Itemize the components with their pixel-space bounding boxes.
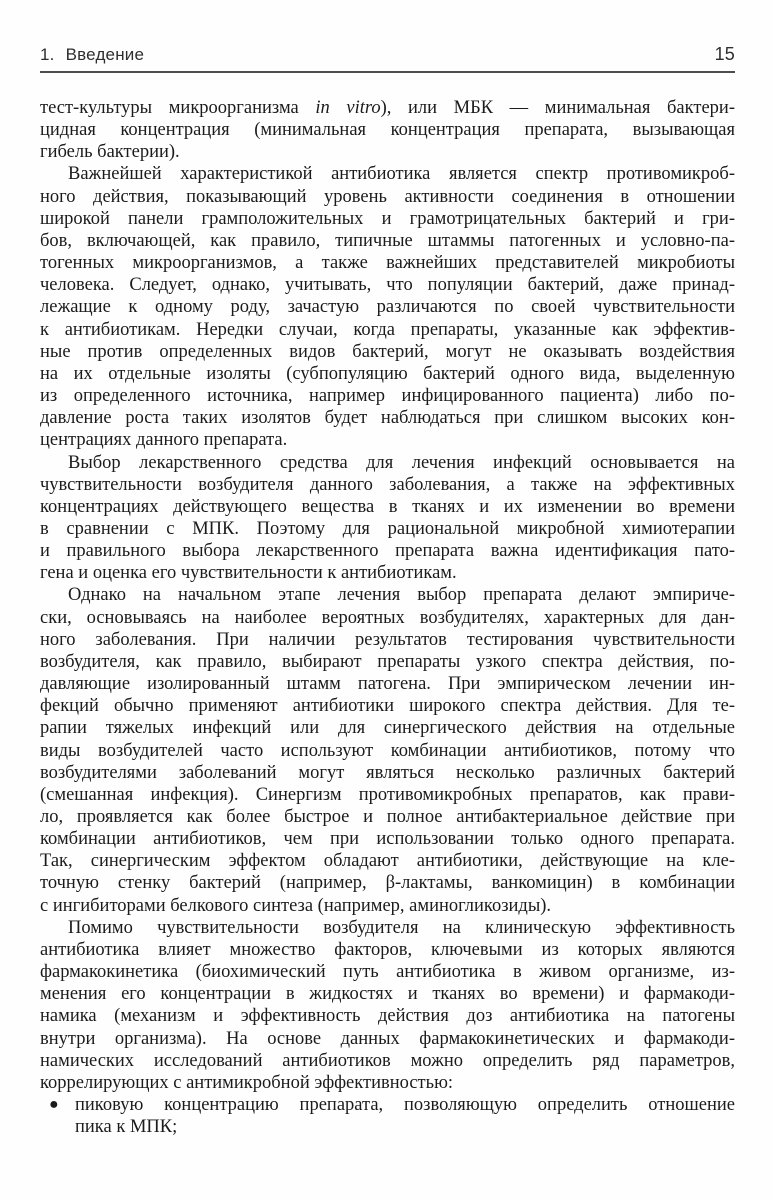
text-line: концентрациях действующего вещества в тканях и их изменении во времени: [40, 496, 735, 517]
text-line: фекций обычно применяют антибиотики широкого спектра действия. Для те-: [40, 696, 735, 717]
text-line: бов, включающей, как правило, типичные штаммы патогенных и условно-па-: [40, 230, 735, 251]
paragraph: [40, 452, 735, 585]
page-number: 15: [714, 44, 735, 64]
text-line: комбинации антибиотиков, чем при использовании только одного препарата.: [40, 829, 735, 850]
text-line: пиковую концентрацию препарата, позволяющую определить отношение: [75, 1095, 735, 1116]
chapter-number: 1.: [40, 45, 55, 64]
text-line: [40, 97, 735, 119]
text-line: давление роста таких изолятов будет наблюдаться при слишком высоких кон-: [40, 408, 735, 429]
text-line: пика к МПК;: [75, 1117, 178, 1138]
text-line: ло, проявляется как более быстрое и полное антибактериальное действие при: [40, 807, 735, 827]
text-line: фармакокинетика (биохимический путь антибиотика в живом организме, из-: [40, 962, 735, 983]
text-line: точную стенку бактерий (например, β-лактамы, ванкомицин) в комбинации: [40, 873, 735, 894]
header-rule: [40, 71, 735, 73]
page-body: [40, 97, 735, 1138]
text-line: Выбор лекарственного средства для лечения инфекций основывается на: [68, 452, 735, 473]
text-line: намика (механизм и эффективность действия доз антибиотика на патогены: [40, 1006, 735, 1027]
text-line: на их отдельные изоляты (субпопуляцию бактерий одного вида, выделенную: [40, 363, 735, 384]
text-line: рапии тяжелых инфекций или для синергического действия на отдельные: [40, 718, 735, 739]
italic-text: in vitro: [315, 98, 381, 118]
text-line: из определенного источника, например инфицированного пациента) либо по-: [40, 386, 735, 407]
text-line: тогенных микроорганизмов, а также важнейших представителей микробиоты: [40, 253, 735, 274]
text-line: центрациях данного препарата.: [40, 430, 288, 451]
text-line: гибель бактерии).: [40, 142, 180, 163]
text-line: гена и оценка его чувствительности к антибиотикам.: [40, 563, 457, 584]
paragraph: [40, 917, 735, 1094]
text-line: широкой панели грамположительных и грамотрицательных бактерий и гри-: [40, 208, 735, 229]
text-line: человека. Следует, однако, учитывать, что популяции бактерий, даже принад-: [40, 275, 735, 296]
text-line: (смешанная инфекция). Синергизм противомикробных препаратов, как прави-: [40, 784, 735, 805]
text-line: Важнейшей характеристикой антибиотика является спектр противомикроб-: [68, 164, 735, 185]
text-line: чувствительности возбудителя данного заболевания, а также на эффективных: [40, 474, 735, 495]
text-line: коррелирующих с антимикробной эффективностью:: [40, 1072, 454, 1093]
bullet-icon: ●: [49, 1096, 59, 1114]
text-line: антибиотика влияет множество факторов, ключевыми из которых являются: [40, 939, 735, 960]
chapter-heading: [40, 45, 144, 65]
text-line: внутри организма). На основе данных фармакокинетических и фармакоди-: [40, 1028, 735, 1049]
text-segment: тест-культуры микроорганизма: [40, 98, 316, 118]
text-line: возбудителями заболеваний могут являться несколько различных бактерий: [40, 762, 735, 783]
paragraph: [40, 163, 735, 451]
text-line: виды возбудителей часто используют комбинации антибиотиков, потому что: [40, 740, 735, 761]
text-line: Так, синергическим эффектом обладают антибиотики, действующие на кле-: [40, 851, 735, 872]
text-line: менения его концентрации в жидкостях и тканях во времени) и фармакоди-: [40, 984, 735, 1005]
text-line: в сравнении с МПК. Поэтому для рациональной микробной химиотерапии: [40, 518, 735, 539]
running-header: [40, 44, 735, 65]
text-line: ного действия, показывающий уровень активности соединения в отношении: [40, 186, 735, 207]
text-segment: ), или МБК — минимальная бактери-: [380, 98, 735, 118]
text-line: ски, основываясь на наиболее вероятных возбудителях, характерных для дан-: [40, 607, 735, 628]
text-line: с ингибиторами белкового синтеза (например, аминогликозиды).: [40, 895, 552, 916]
text-line: Однако на начальном этапе лечения выбор препарата делают эмпириче-: [68, 585, 735, 606]
text-line: ные против определенных видов бактерий, могут не оказывать воздействия: [40, 341, 735, 362]
bullet-list-item: [40, 1094, 735, 1138]
text-line: ного заболевания. При наличии результатов тестирования чувствительности: [40, 629, 735, 650]
text-line: давляющие изолированный штамм патогена. При эмпирическом лечении ин-: [40, 674, 735, 695]
text-line: и правильного выбора лекарственного препарата важна идентификация пато-: [40, 541, 735, 562]
text-line: намических исследований антибиотиков можно определить ряд параметров,: [40, 1050, 735, 1071]
paragraph: [40, 97, 735, 163]
text-line: цидная концентрация (минимальная концентрация препарата, вызывающая: [40, 120, 735, 141]
text-line: возбудителя, как правило, выбирают препараты узкого спектра действия, по-: [40, 651, 735, 672]
text-line: к антибиотикам. Нередки случаи, когда препараты, указанные как эффектив-: [40, 319, 735, 340]
text-line: лежащие к одному роду, зачастую различаются по своей чувствительности: [40, 297, 735, 318]
chapter-title: Введение: [65, 45, 145, 64]
paragraph: [40, 584, 735, 916]
text-line: Помимо чувствительности возбудителя на клиническую эффективность: [68, 917, 735, 938]
